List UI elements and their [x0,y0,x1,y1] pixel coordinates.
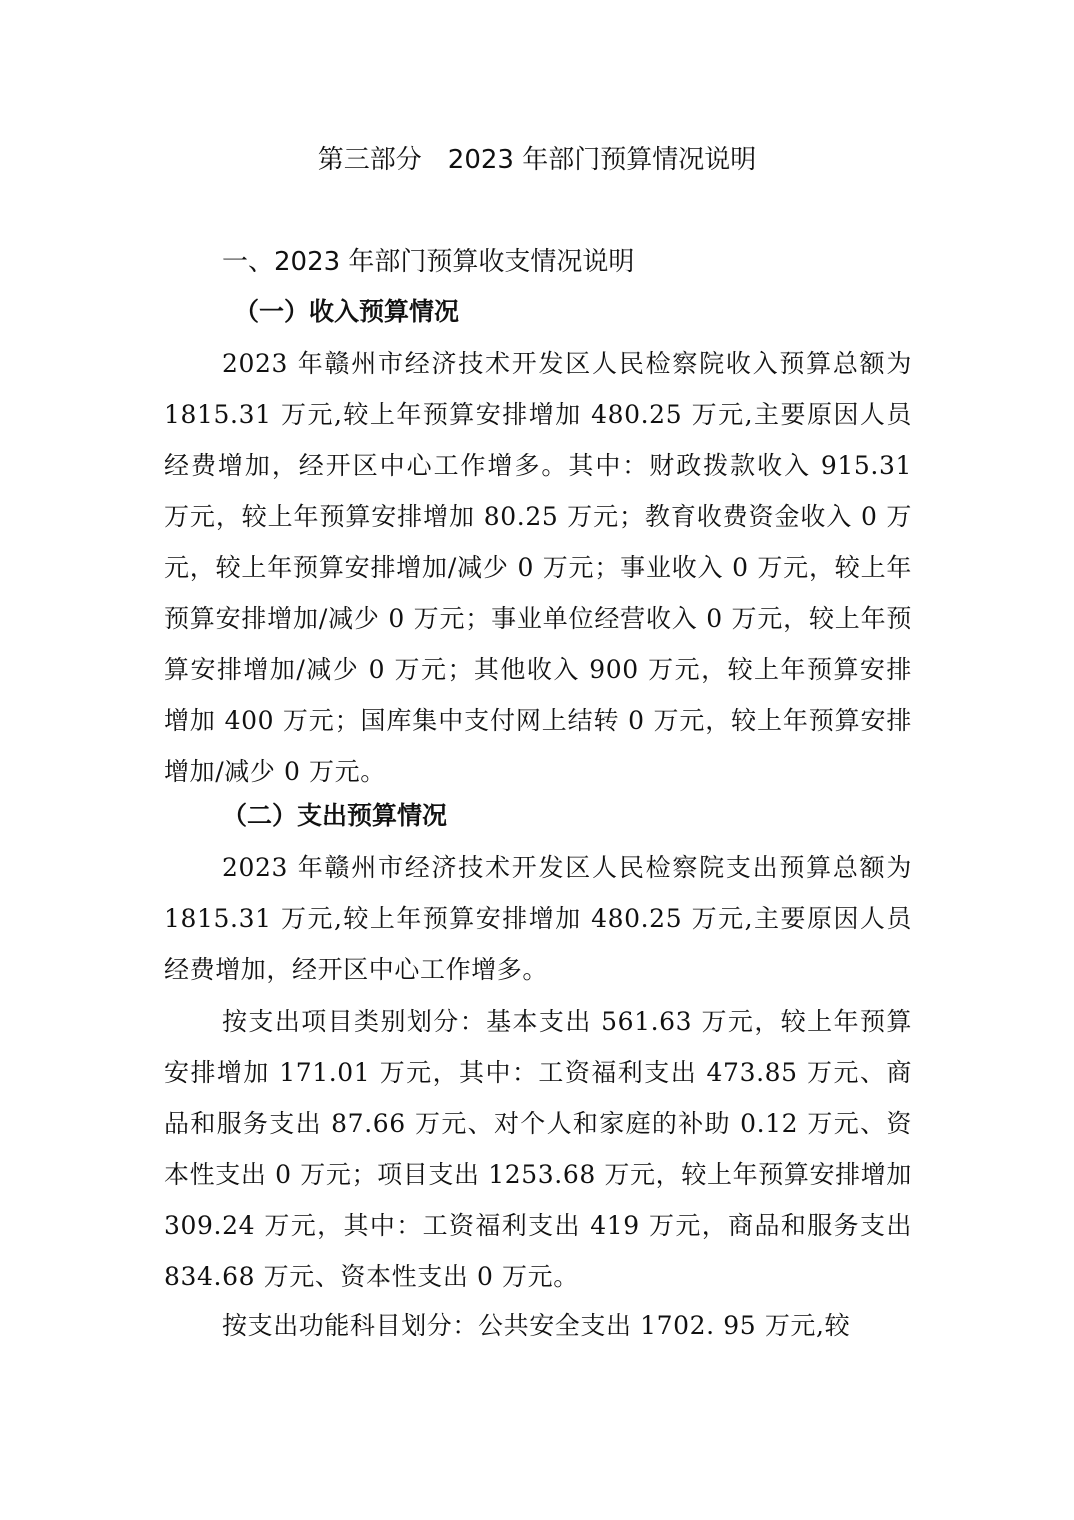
expense-paragraph: 2023 年赣州市经济技术开发区人民检察院支出预算总额为 1815.31 万元,较上年预算安排增加 480.25 万元,主要原因人员经费增加，经开区中心工作增多。 [164,853,912,984]
income-heading: （一）收入预算情况 [234,297,460,326]
income-paragraph: 2023 年赣州市经济技术开发区人民检察院收入预算总额为 1815.31 万元,较上年预算安排增加 480.25 万元,主要原因人员经费增加，经开区中心工作增多。其中：财政拨款收入 915.31 万元，较上年预算安排增加 80.25 万元；教育收费资金收入 0 万元，较上年预算安排增加/减少 0 万元；事业收入 0 万元，较上年预算安排增加/减少 0 万元；事业单位经营收入 0 万元，较上年预算安排增加/减少 0 万元；其他收入 900 万元，较上年预算安排增加 400 万元；国库集中支付网上结转 0 万元，较上年预算安排增加/减少 0 万元。 [164,349,912,786]
category-paragraph: 按支出项目类别划分：基本支出 561.63 万元，较上年预算安排增加 171.01 万元，其中：工资福利支出 473.85 万元、商品和服务支出 87.66 万元、对个人和家庭的补助 0.12 万元、资本性支出 0 万元；项目支出 1253.68 万元，较上年预算安排增加 309.24 万元，其中：工资福利支出 419 万元，商品和服务支出 834.68 万元、资本性支出 0 万元。 [164,1007,912,1291]
expense-heading: （二）支出预算情况 [222,801,448,830]
part-title: 第三部分 2023 年部门预算情况说明 [317,145,757,175]
function-paragraph: 按支出功能科目划分：公共安全支出 1702. 95 万元,较 [222,1311,851,1340]
section-title: 一、2023 年部门预算收支情况说明 [222,247,635,277]
